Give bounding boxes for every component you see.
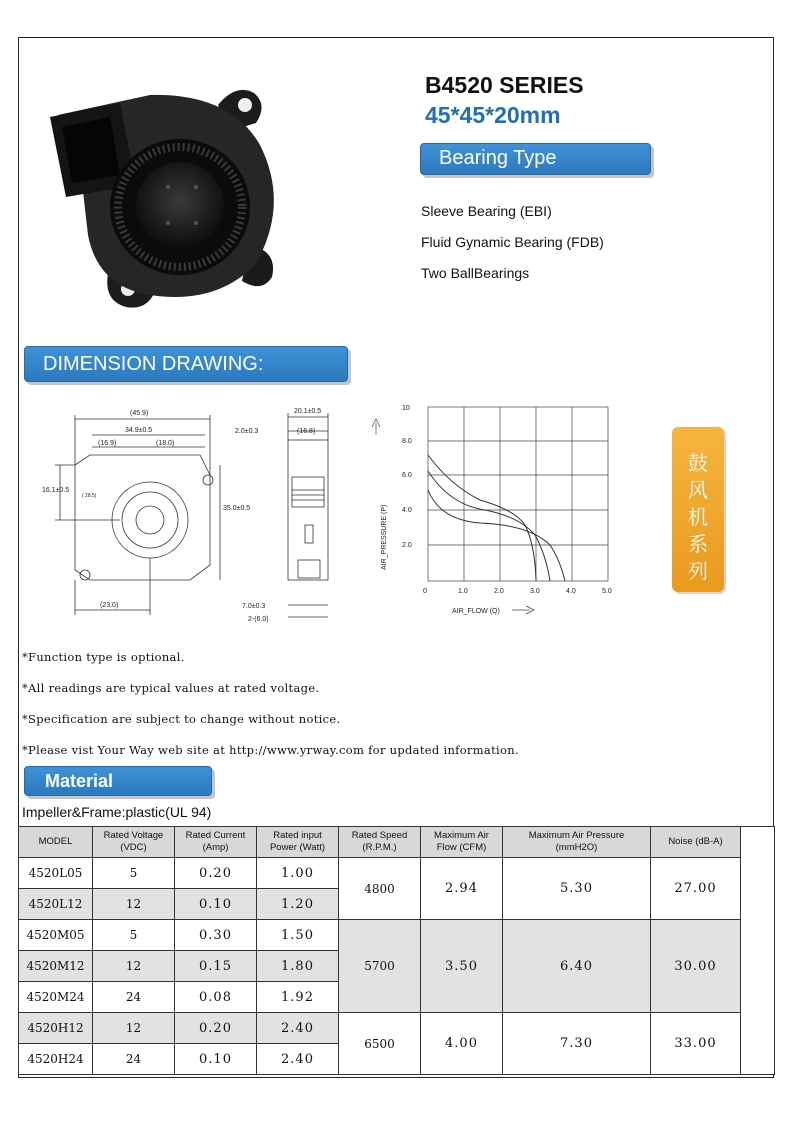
curve-y-tick: 10 [402,405,410,412]
spec-table [18,826,775,1075]
bearing-item: Sleeve Bearing (EBI) [421,203,552,219]
dim-label: (18.0) [156,440,175,447]
cell-voltage: 12 [93,889,175,920]
dim-label: 2.0±0.3 [235,428,259,435]
cell-power: 1.80 [257,951,339,982]
cell-model: 4520H12 [19,1013,93,1044]
curve-x-tick: 5.0 [602,588,612,595]
tag-char: 鼓 [688,451,708,475]
cell-power: 1.00 [257,858,339,889]
cell-current: 0.10 [175,1044,257,1075]
dim-label: (23.0) [100,602,119,609]
cell-current: 0.08 [175,982,257,1013]
material-banner [24,766,212,796]
cell-noise: 27.00 [651,858,741,920]
dimension-drawing-title: DIMENSION DRAWING: [43,353,264,375]
cell-noise: 30.00 [651,920,741,1013]
cell-power: 1.92 [257,982,339,1013]
cell-current: 0.20 [175,858,257,889]
tag-char: 系 [688,532,708,556]
dim-label: 7.0±0.3 [242,603,266,610]
cell-voltage: 12 [93,1013,175,1044]
table-blank-column [741,827,775,1075]
table-row [19,920,775,951]
fan-blower-photo [40,75,300,330]
material-title: Material [45,771,114,791]
curve-x-tick: 3.0 [530,588,540,595]
table-row [19,858,775,889]
note: *Please vist Your Way web site at http://www.yrway.com for updated information. [22,743,519,757]
header-noise: Noise (dB-A) [651,827,741,858]
cell-noise: 33.00 [651,1013,741,1075]
dim-label: ( 28.5) [82,493,97,499]
cell-pressure: 5.30 [503,858,651,920]
header-voltage: Rated Voltage (VDC) [93,827,175,858]
note: *All readings are typical values at rated voltage. [22,681,320,695]
cell-power: 1.20 [257,889,339,920]
dim-label: 34.9±0.5 [125,427,153,434]
tag-char: 列 [688,559,708,583]
dim-label: 35.0±0.5 [223,505,251,512]
bearing-item: Two BallBearings [421,265,530,281]
cell-voltage: 24 [93,982,175,1013]
cell-model: 4520L12 [19,889,93,920]
cell-speed: 6500 [339,1013,421,1075]
dim-label: (16.8) [297,428,316,435]
dim-label: (45.9) [130,410,149,417]
dim-label: 2-(6.0) [248,616,269,623]
cell-model: 4520H24 [19,1044,93,1075]
cell-pressure: 7.30 [503,1013,651,1075]
dimension-drawing-banner [24,346,348,382]
cell-current: 0.15 [175,951,257,982]
curve-x-tick: 2.0 [494,588,504,595]
cell-model: 4520L05 [19,858,93,889]
series-title: B4520 SERIES [425,72,584,98]
tag-char: 机 [688,505,708,529]
table-header-row [19,827,775,858]
cell-current: 0.10 [175,889,257,920]
dim-label: (16.9) [98,440,117,447]
cell-flow: 4.00 [421,1013,503,1075]
curve-x-tick: 0 [423,588,427,595]
cell-voltage: 5 [93,920,175,951]
header-pressure: Maximum Air Pressure (mmH2O) [503,827,651,858]
cell-model: 4520M24 [19,982,93,1013]
series-size: 45*45*20mm [425,102,561,128]
curve-y-tick: 8.0 [402,438,412,445]
note: *Specification are subject to change without notice. [22,712,341,726]
cell-flow: 2.94 [421,858,503,920]
cell-model: 4520M12 [19,951,93,982]
impeller-frame-material: Impeller&Frame:plastic(UL 94) [22,804,212,820]
header-current: Rated Current (Amp) [175,827,257,858]
dim-label: 16.1±0.5 [42,487,70,494]
cell-voltage: 5 [93,858,175,889]
cell-speed: 4800 [339,858,421,920]
header-speed: Rated Speed (R.P.M.) [339,827,421,858]
curve-x-label: AIR_FLOW (Q) [452,608,500,615]
dim-label: 20.1±0.5 [294,408,322,415]
cell-model: 4520M05 [19,920,93,951]
header-power: Rated input Power (Watt) [257,827,339,858]
blower-series-tag [672,427,724,592]
bearing-type-title: Bearing Type [439,147,557,169]
curve-x-tick: 4.0 [566,588,576,595]
bearing-type-banner [420,143,651,175]
cell-voltage: 12 [93,951,175,982]
curve-y-tick: 4.0 [402,507,412,514]
curve-x-tick: 1.0 [458,588,468,595]
cell-flow: 3.50 [421,920,503,1013]
curve-y-tick: 6.0 [402,472,412,479]
cell-power: 2.40 [257,1044,339,1075]
bearing-item: Fluid Gynamic Bearing (FDB) [421,234,604,250]
cell-power: 2.40 [257,1013,339,1044]
header-model: MODEL [19,827,93,858]
curve-y-tick: 2.0 [402,542,412,549]
cell-power: 1.50 [257,920,339,951]
cell-speed: 5700 [339,920,421,1013]
header-flow: Maximum Air Flow (CFM) [421,827,503,858]
table-row [19,1013,775,1044]
cell-voltage: 24 [93,1044,175,1075]
note: *Function type is optional. [22,650,185,664]
cell-current: 0.30 [175,920,257,951]
tag-char: 风 [688,478,708,502]
cell-pressure: 6.40 [503,920,651,1013]
dimension-drawing [30,395,620,635]
curve-y-label: AIR_PRESSURE (P) [381,504,388,570]
cell-current: 0.20 [175,1013,257,1044]
